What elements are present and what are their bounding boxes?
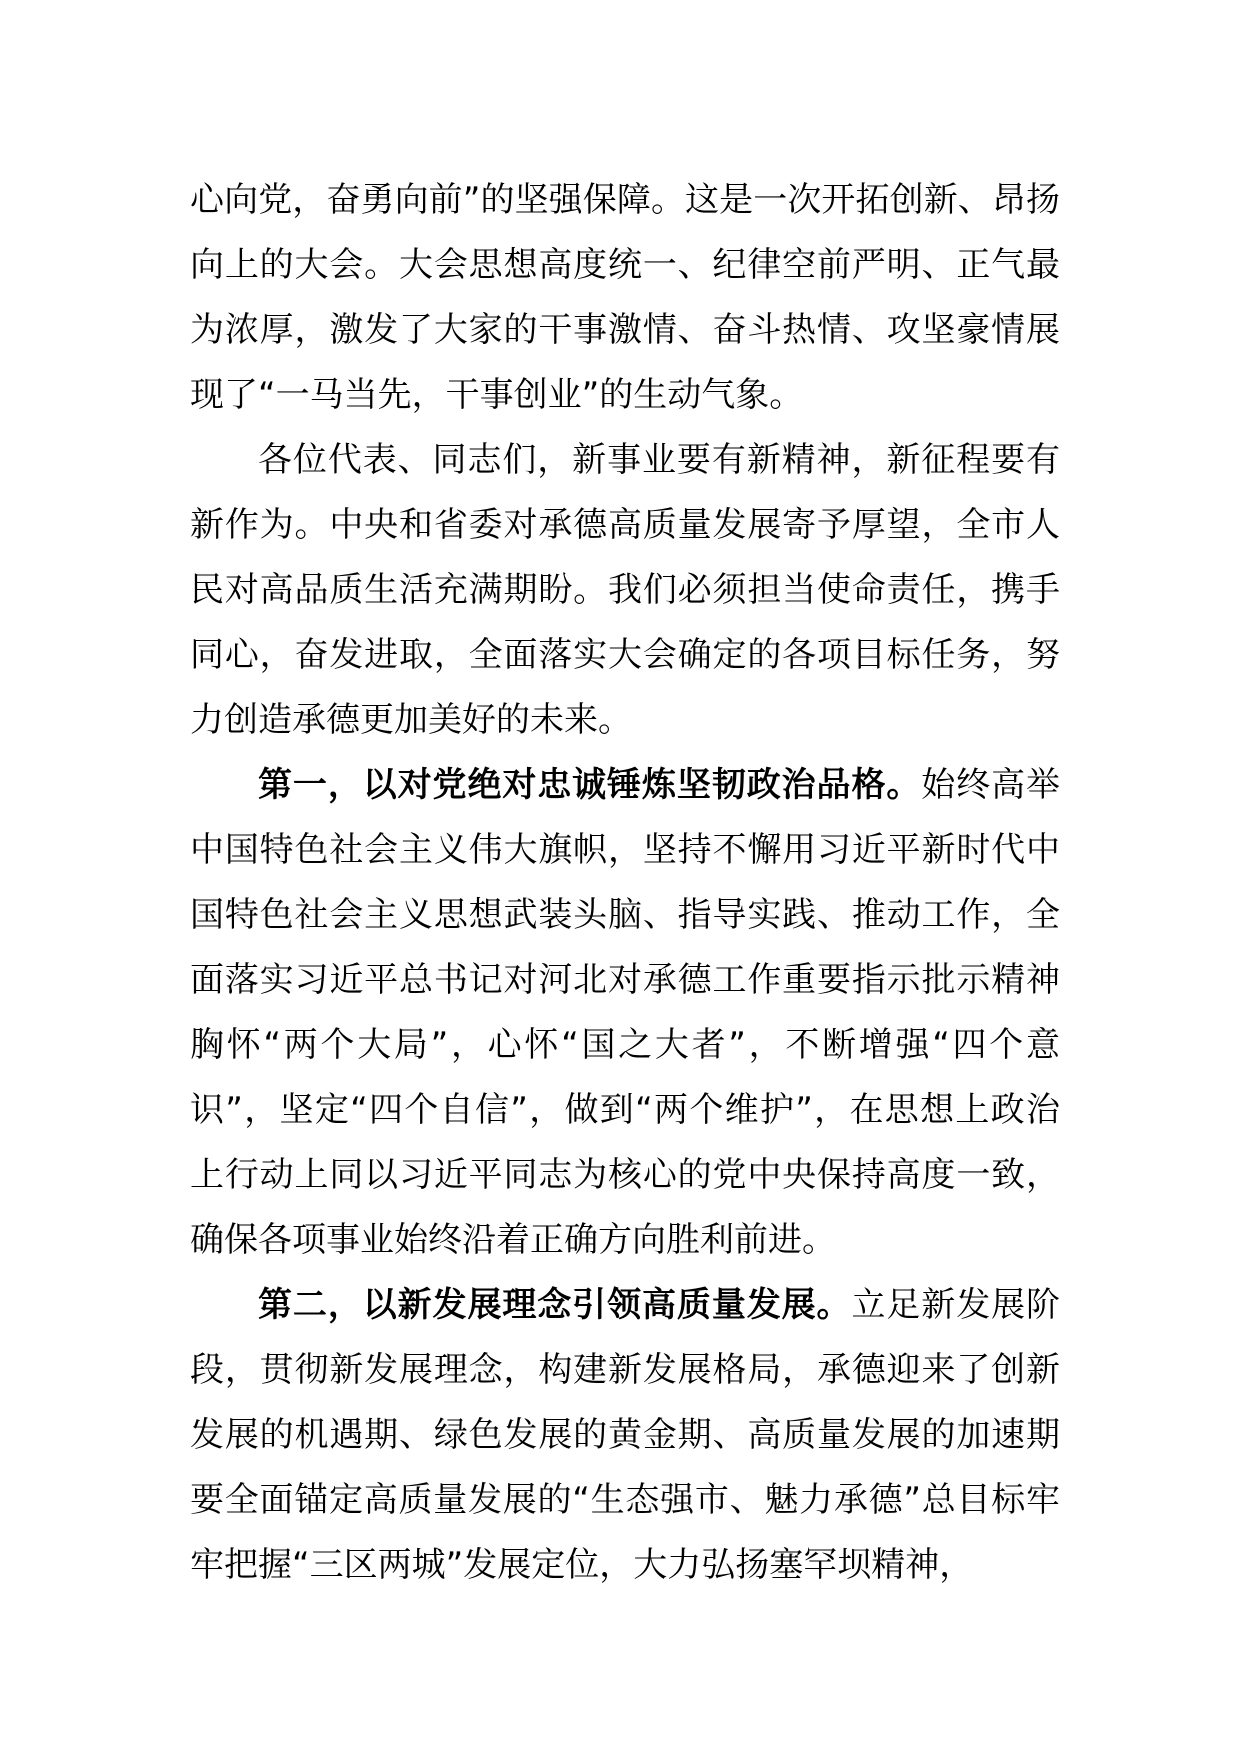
paragraph-3-heading: 第一，以对党绝对忠诚锤炼坚韧政治品格。 <box>258 765 922 805</box>
paragraph-3-text: 始终高举中国特色社会主义伟大旗帜，坚持不懈用习近平新时代中国特色社会主义思想武装头脑、指导实践、推动工作，全面落实习近平总书记对河北对承德工作重要指示批示精神胸怀“两个大局”，心怀“国之大者”，不断增强“四个意识”，坚定“四个自信”，做到“两个维护”，在思想上政治上行动上同以习近平同志为核心的党中央保持高度一致，确保各项事业始终沿着正确方向胜利前进。 <box>190 765 1061 1260</box>
paragraph-4-text: 立足新发展阶段，贯彻新发展理念，构建新发展格局，承德迎来了创新发展的机遇期、绿色发展的黄金期、高质量发展的加速期要全面锚定高质量发展的“生态强市、魅力承德”总目标牢牢把握“三区两城”发展定位，大力弘扬塞罕坝精神， <box>190 1285 1061 1585</box>
paragraph-1-text: 心向党，奋勇向前”的坚强保障。这是一次开拓创新、昂扬向上的大会。大会思想高度统一、纪律空前严明、正气最为浓厚，激发了大家的干事激情、奋斗热情、攻坚豪情展现了“一马当先，干事创业”的生动气象。 <box>190 180 1060 415</box>
paragraph-2 <box>190 428 1060 753</box>
paragraph-4 <box>190 1273 1060 1598</box>
document-body <box>190 168 1060 1598</box>
paragraph-1 <box>190 168 1060 428</box>
paragraph-3 <box>190 753 1060 1273</box>
paragraph-4-heading: 第二，以新发展理念引领高质量发展。 <box>258 1285 852 1325</box>
paragraph-2-text: 各位代表、同志们，新事业要有新精神，新征程要有新作为。中央和省委对承德高质量发展寄予厚望，全市人民对高品质生活充满期盼。我们必须担当使命责任，携手同心，奋发进取，全面落实大会确定的各项目标任务，努力创造承德更加美好的未来。 <box>190 440 1060 740</box>
